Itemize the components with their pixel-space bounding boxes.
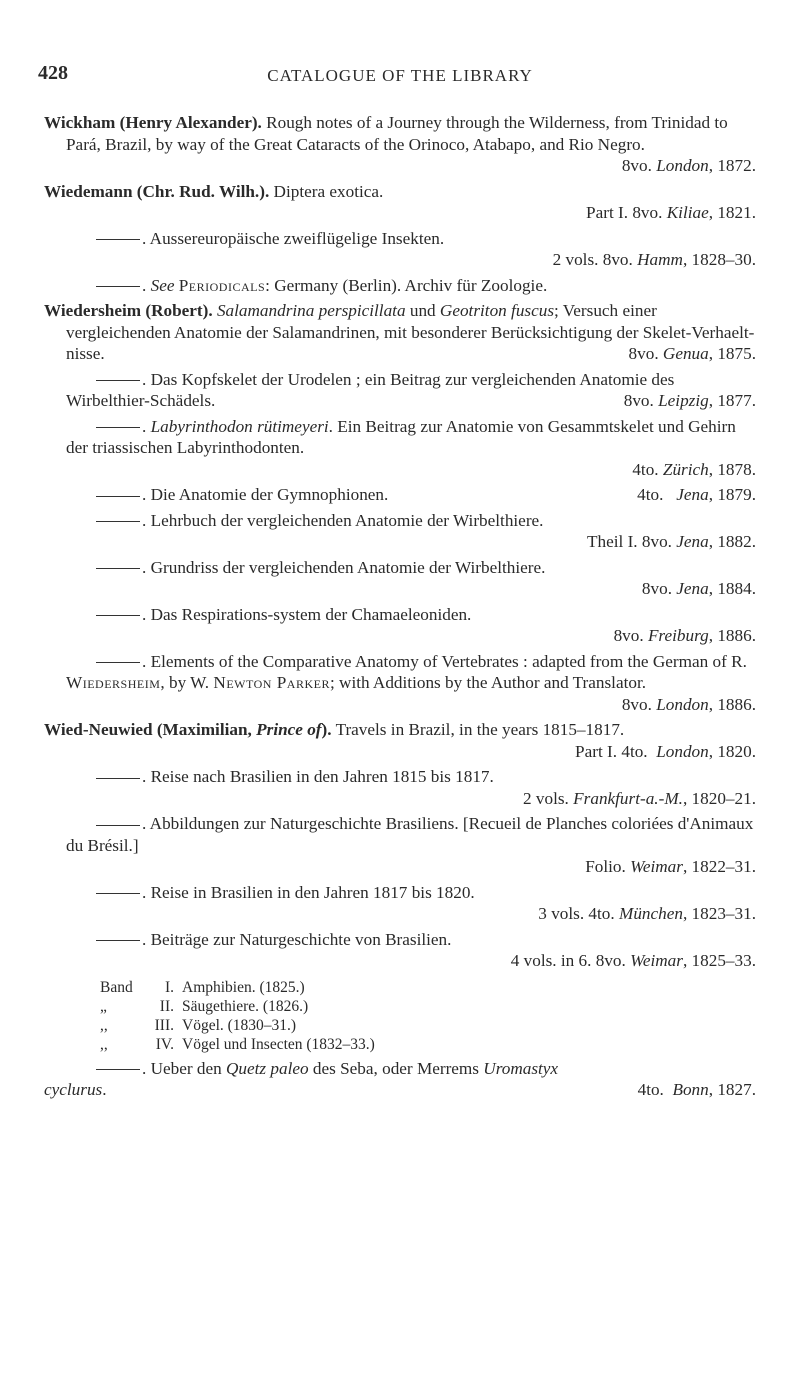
entry-imprint: 8vo. London, 1886.	[621, 694, 756, 714]
catalogue-entry: . Reise in Brasilien in den Jahren 1817 bis 1820. 3 vols. 4to. München, 1823–31.	[44, 882, 756, 925]
entry-title: Das Respirations-system der Chamaeleoniden.	[150, 604, 472, 624]
catalogue-body	[44, 112, 756, 1105]
entry-title: Reise in Brasilien in den Jahren 1817 bis 1820.	[150, 882, 475, 902]
ditto-dash	[96, 239, 140, 240]
list-item: ,, IV. Vögel und Insecten (1832–33.)	[100, 1035, 375, 1053]
catalogue-entry: . Grundriss der vergleichenden Anatomie der Wirbelthiere. 8vo. Jena, 1884.	[44, 557, 756, 600]
ditto-dash	[96, 1069, 140, 1070]
catalogue-entry: . Aussereuropäische zweiflügelige Insekten. 2 vols. 8vo. Hamm, 1828–30.	[44, 228, 756, 271]
entry-imprint: 8vo. Leipzig, 1877.	[623, 391, 756, 410]
entry-imprint: Part I. 8vo. Kiliae, 1821.	[586, 203, 756, 222]
catalogue-entry: . Reise nach Brasilien in den Jahren 1815 bis 1817. 2 vols. Frankfurt-a.-M., 1820–21.	[44, 766, 756, 809]
entry-title: Reise nach Brasilien in den Jahren 1815 bis 1817.	[150, 767, 494, 786]
catalogue-entry	[44, 112, 756, 177]
catalogue-entry: . Abbildungen zur Naturgeschichte Brasiliens. [Recueil de Planches coloriées d'Animaux du Brésil.] Folio. Weimar, 1822–31.	[66, 814, 756, 876]
entry-imprint: 3 vols. 4to. München, 1823–31.	[538, 904, 756, 923]
entry-author: Wickham (Henry Alexander).	[44, 113, 262, 132]
catalogue-entry: Wiedersheim (Robert). Salamandrina perspicillata und Geotriton fuscus; Versuch einer vergleichenden Anatomie der Salamandrinen, mit besonderer Berücksichtigung der Skelet-Verhaelt-nisse. 8vo. Genua, 1875.	[44, 301, 756, 363]
entry-imprint: 8vo. Freiburg, 1886.	[613, 626, 756, 645]
entry-author: Wiedersheim (Robert).	[44, 301, 213, 320]
catalogue-entry: . Das Kopfskelet der Urodelen ; ein Beitrag zur vergleichenden Anatomie des Wirbelthier-Schädels. 8vo. Leipzig, 1877.	[66, 369, 756, 410]
periodicals-ref: Periodicals	[178, 275, 266, 295]
catalogue-entry: . Ueber den Quetz paleo des Seba, oder Merrems Uromastyx cyclurus. 4to. Bonn, 1827.	[44, 1058, 756, 1099]
entry-title: . Ein Beitrag zur Anatomie von Gesammtskelet und Gehirn der triassischen Labyrinthodonten.	[66, 416, 736, 457]
list-item: Band I. Amphibien. (1825.)	[100, 978, 305, 996]
catalogue-entry: . Lehrbuch der vergleichenden Anatomie der Wirbelthiere. Theil I. 8vo. Jena, 1882.	[44, 510, 756, 553]
entry-title: Lehrbuch der vergleichenden Anatomie der Wirbelthiere.	[150, 510, 544, 530]
entry-imprint: Theil I. 8vo. Jena, 1882.	[587, 532, 756, 551]
entry-title: Beiträge zur Naturgeschichte von Brasilien.	[150, 929, 452, 949]
list-item: ,, III. Vögel. (1830–31.)	[100, 1016, 297, 1034]
ditto-dash	[96, 662, 140, 663]
ditto-dash	[96, 893, 140, 894]
catalogue-entry: . Labyrinthodon rütimeyeri. Ein Beitrag zur Anatomie von Gesammtskelet und Gehirn der triassischen Labyrinthodonten. 4to. Zürich, 1878.	[66, 416, 756, 479]
entry-title: Abbildungen zur Naturgeschichte Brasiliens. [Recueil de Planches coloriées d'Animaux du Brésil.]	[66, 814, 754, 855]
ditto-dash	[96, 427, 140, 428]
catalogue-entry: . Elements of the Comparative Anatomy of Vertebrates : adapted from the German of R. Wiedersheim, by W. Newton Parker; with Additions by the Author and Translator. 8vo. London, 1886.	[66, 651, 756, 714]
ditto-dash	[96, 568, 140, 569]
entry-imprint: 4to. Zürich, 1878.	[632, 459, 756, 479]
entry-imprint: Part I. 4to. London, 1820.	[575, 741, 756, 761]
entry-title: Das Kopfskelet der Urodelen ; ein Beitrag zur vergleichenden Anatomie des Wirbelthier-Schädels.	[66, 369, 675, 410]
running-title: CATALOGUE OF THE LIBRARY	[267, 66, 533, 85]
entry-imprint: 2 vols. 8vo. Hamm, 1828–30.	[552, 250, 756, 269]
entry-imprint: 4 vols. in 6. 8vo. Weimar, 1825–33.	[510, 951, 756, 970]
entry-title: Grundriss der vergleichenden Anatomie der Wirbelthiere.	[150, 557, 546, 577]
entry-imprint: 2 vols. Frankfurt-a.-M., 1820–21.	[523, 788, 756, 808]
entry-imprint: 8vo. Jena, 1884.	[641, 579, 756, 598]
catalogue-entry: . Die Anatomie der Gymnophionen. 4to. Jena, 1879.	[44, 484, 756, 506]
ditto-dash	[96, 825, 140, 826]
ditto-dash	[96, 496, 140, 497]
entry-imprint: 4to. Jena, 1879.	[637, 485, 756, 504]
catalogue-entry	[44, 719, 756, 762]
entry-title: Diptera exotica.	[269, 181, 384, 201]
ditto-dash	[96, 521, 140, 522]
catalogue-entry: . See Periodicals: Germany (Berlin). Archiv für Zoologie.	[44, 275, 756, 297]
ditto-dash	[96, 940, 140, 941]
entry-imprint: 4to. Bonn, 1827.	[637, 1080, 756, 1099]
list-item: „ II. Säugethiere. (1826.)	[100, 997, 309, 1015]
catalogue-entry: . Beiträge zur Naturgeschichte von Brasilien. 4 vols. in 6. 8vo. Weimar, 1825–33.	[44, 929, 756, 972]
catalogue-entry	[44, 181, 756, 224]
ditto-dash	[96, 778, 140, 779]
band-list	[100, 978, 756, 1054]
catalogue-entry: . Das Respirations-system der Chamaeleoniden. 8vo. Freiburg, 1886.	[44, 604, 756, 647]
entry-title: Rough notes of a Journey through the Wilderness, from Trinidad to Pará, Brazil, by way of the Great Cataracts of the Orinoco, Atabapo, and Rio Negro.	[66, 113, 728, 154]
entry-title: ; Versuch einer vergleichenden Anatomie der Salamandrinen, mit besonderer Berücksichtigung der Skelet-Verhaelt-nisse.	[66, 301, 755, 363]
ditto-dash	[96, 286, 140, 287]
entry-imprint: 8vo. London, 1872.	[621, 156, 756, 175]
entry-author: Wiedemann (Chr. Rud. Wilh.).	[44, 181, 270, 201]
entry-title: Die Anatomie der Gymnophionen.	[150, 485, 389, 504]
entry-author: Wied-Neuwied (Maximilian, Prince of).	[44, 720, 332, 739]
entry-title: Aussereuropäische zweiflügelige Insekten.	[149, 228, 445, 248]
ditto-dash	[96, 380, 140, 381]
page-number: 428	[38, 62, 68, 84]
entry-title: Travels in Brazil, in the years 1815–1817.	[331, 720, 625, 739]
ditto-dash	[96, 615, 140, 616]
entry-imprint: 8vo. Genua, 1875.	[628, 344, 756, 363]
entry-imprint: Folio. Weimar, 1822–31.	[585, 857, 756, 876]
entry-title: Elements of the Comparative Anatomy of Vertebrates : adapted from the German of R.	[150, 651, 747, 671]
entry-title: : Germany (Berlin). Archiv für Zoologie.	[265, 275, 548, 295]
